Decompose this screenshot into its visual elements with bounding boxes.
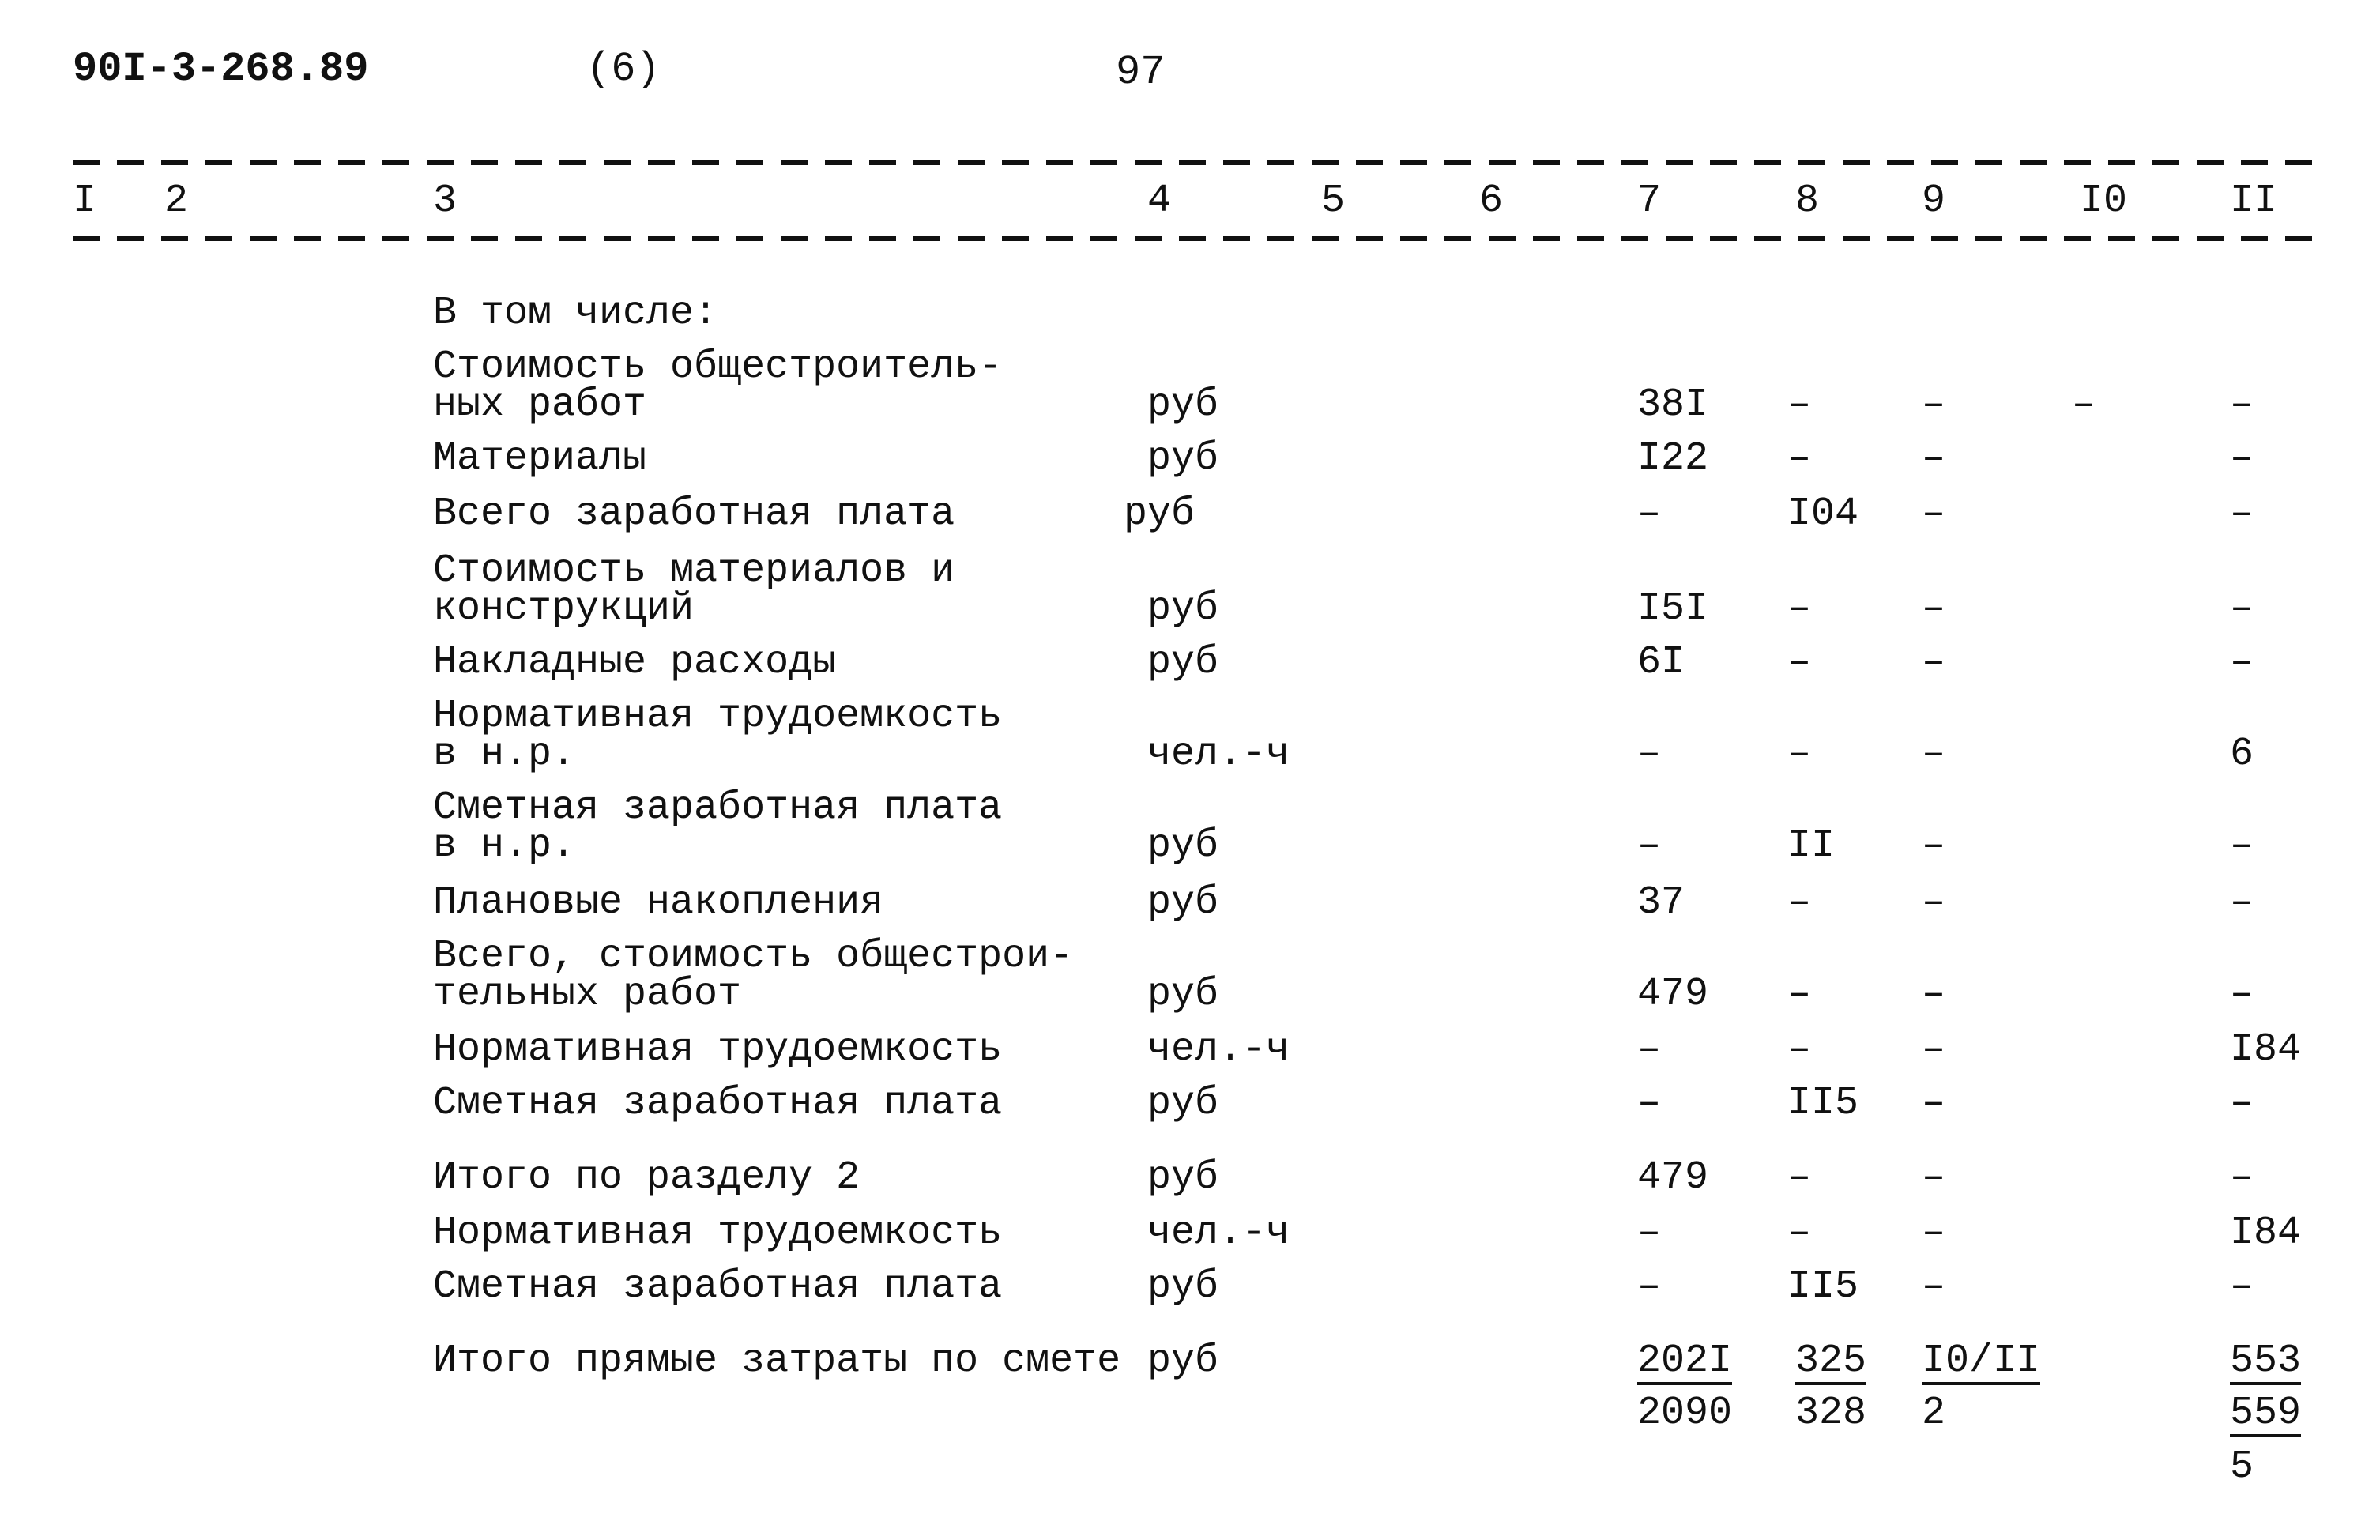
cell-col7: – <box>1637 1211 1662 1256</box>
cell-col11: 6 <box>2230 732 2254 777</box>
cell-unit: руб <box>1147 1264 1219 1309</box>
cell-col8: II <box>1787 823 1836 868</box>
col-header-6: 6 <box>1479 179 1504 224</box>
cell-col7: 6I <box>1637 640 1685 685</box>
header-rule-bottom <box>73 236 2325 241</box>
cell-col11: – <box>2230 1264 2254 1309</box>
col-header-7: 7 <box>1637 179 1662 224</box>
cell-col9: – <box>1922 586 1946 631</box>
cell-col9: – <box>1922 491 1946 537</box>
table-row-label: Итого по разделу 2 <box>433 1155 860 1200</box>
cell-col8: – <box>1787 1155 1812 1200</box>
cell-unit: руб <box>1147 823 1219 868</box>
cell-unit: руб <box>1147 436 1219 481</box>
cell-unit: руб <box>1147 382 1219 427</box>
cell-col9: – <box>1922 1081 1946 1126</box>
grand-total-col9-actual: 2 <box>1922 1391 1946 1436</box>
col-header-10: I0 <box>2080 179 2128 224</box>
cell-col8: – <box>1787 640 1812 685</box>
col-header-9: 9 <box>1922 179 1946 224</box>
cell-col11: – <box>2230 586 2254 631</box>
col-header-5: 5 <box>1321 179 1346 224</box>
table-row-label: Всего, стоимость общестрои- <box>433 934 1074 979</box>
col-header-11: II <box>2230 179 2278 224</box>
grand-total-col9-planned: I0/II <box>1922 1339 2041 1384</box>
cell-col9: – <box>1922 640 1946 685</box>
cell-col8: – <box>1787 972 1812 1017</box>
cell-col7: – <box>1637 732 1662 777</box>
table-row-label: ных работ <box>433 382 647 427</box>
table-row-label: Плановые накопления <box>433 880 884 925</box>
cell-unit: чел.-ч <box>1147 732 1290 777</box>
cell-unit: руб <box>1147 586 1219 631</box>
cell-col7: – <box>1637 823 1662 868</box>
table-row-label: Сметная заработная плата <box>433 1264 1003 1309</box>
cell-col9: – <box>1922 732 1946 777</box>
table-row-label: Накладные расходы <box>433 640 837 685</box>
table-row-label: Стоимость общестроитель- <box>433 345 1003 390</box>
cell-col9: – <box>1922 972 1946 1017</box>
grand-total-col11-extra: 5 <box>2230 1444 2254 1489</box>
cell-col11: – <box>2230 491 2254 537</box>
cell-col8: II5 <box>1787 1264 1859 1309</box>
cell-col11: – <box>2230 880 2254 925</box>
sheet-number: (6) <box>586 46 661 92</box>
cell-col8: II5 <box>1787 1081 1859 1126</box>
cell-col7: I22 <box>1637 436 1709 481</box>
cell-col11: – <box>2230 972 2254 1017</box>
cell-unit: чел.-ч <box>1147 1211 1290 1256</box>
cell-col8: – <box>1787 880 1812 925</box>
col-header-2: 2 <box>164 179 189 224</box>
table-row-label: В том числе: <box>433 291 718 336</box>
cell-unit: руб <box>1147 1155 1219 1200</box>
cell-col9: – <box>1922 382 1946 427</box>
cell-col7: – <box>1637 1081 1662 1126</box>
cell-col9: – <box>1922 823 1946 868</box>
col-header-4: 4 <box>1147 179 1172 224</box>
table-row-label: Стоимость материалов и <box>433 548 955 593</box>
cell-col9: – <box>1922 1264 1946 1309</box>
cell-unit: руб <box>1147 1081 1219 1126</box>
cell-col7: 479 <box>1637 1155 1709 1200</box>
grand-total-col7-actual: 2090 <box>1637 1391 1733 1436</box>
grand-total-unit: руб <box>1147 1339 1219 1384</box>
cell-col8: – <box>1787 1211 1812 1256</box>
cell-col11: – <box>2230 436 2254 481</box>
cell-col9: – <box>1922 880 1946 925</box>
table-row-label: в н.р. <box>433 823 576 868</box>
cell-col7: – <box>1637 491 1662 537</box>
cell-unit: руб <box>1124 491 1196 537</box>
cell-col10: – <box>2072 382 2096 427</box>
cell-col11: – <box>2230 823 2254 868</box>
cell-col11: I84 <box>2230 1211 2302 1256</box>
cell-unit: руб <box>1147 640 1219 685</box>
cell-col8: – <box>1787 1027 1812 1072</box>
cell-col7: – <box>1637 1027 1662 1072</box>
grand-total-col8-actual: 328 <box>1795 1391 1867 1436</box>
table-row-label: Нормативная трудоемкость <box>433 694 1003 739</box>
cell-unit: чел.-ч <box>1147 1027 1290 1072</box>
table-row-label: конструкций <box>433 586 695 631</box>
col-header-1: I <box>73 179 97 224</box>
cell-col7: 38I <box>1637 382 1709 427</box>
cell-col11: I84 <box>2230 1027 2302 1072</box>
cell-col8: – <box>1787 436 1812 481</box>
grand-total-col11-planned: 553 <box>2230 1339 2302 1384</box>
cell-col8: – <box>1787 382 1812 427</box>
cell-col11: – <box>2230 1155 2254 1200</box>
cell-col7: 479 <box>1637 972 1709 1017</box>
table-row-label: Материалы <box>433 436 647 481</box>
grand-total-label: Итого прямые затраты по смете <box>433 1339 1121 1384</box>
doc-code: 90I-3-268.89 <box>73 46 369 92</box>
cell-col8: – <box>1787 732 1812 777</box>
col-header-8: 8 <box>1795 179 1820 224</box>
grand-total-col8-planned: 325 <box>1795 1339 1867 1384</box>
cell-col11: – <box>2230 640 2254 685</box>
cell-col7: I5I <box>1637 586 1709 631</box>
cell-col8: I04 <box>1787 491 1859 537</box>
grand-total-col7-planned: 202I <box>1637 1339 1733 1384</box>
table-row-label: Нормативная трудоемкость <box>433 1027 1003 1072</box>
col-header-3: 3 <box>433 179 458 224</box>
cell-col9: – <box>1922 1155 1946 1200</box>
table-row-label: в н.р. <box>433 732 576 777</box>
cell-col7: 37 <box>1637 880 1685 925</box>
grand-total-col11-actual: 559 <box>2230 1391 2302 1436</box>
cell-unit: руб <box>1147 880 1219 925</box>
header-rule-top <box>73 160 2325 165</box>
cell-col7: – <box>1637 1264 1662 1309</box>
table-row-label: Нормативная трудоемкость <box>433 1211 1003 1256</box>
page-number: 97 <box>1116 49 1166 96</box>
cell-col9: – <box>1922 1027 1946 1072</box>
table-row-label: Всего заработная плата <box>433 491 955 537</box>
cell-col9: – <box>1922 1211 1946 1256</box>
table-row-label: тельных работ <box>433 972 742 1017</box>
cell-col9: – <box>1922 436 1946 481</box>
table-row-label: Сметная заработная плата <box>433 1081 1003 1126</box>
cell-col8: – <box>1787 586 1812 631</box>
table-row-label: Сметная заработная плата <box>433 785 1003 830</box>
cell-unit: руб <box>1147 972 1219 1017</box>
cell-col11: – <box>2230 382 2254 427</box>
cell-col11: – <box>2230 1081 2254 1126</box>
